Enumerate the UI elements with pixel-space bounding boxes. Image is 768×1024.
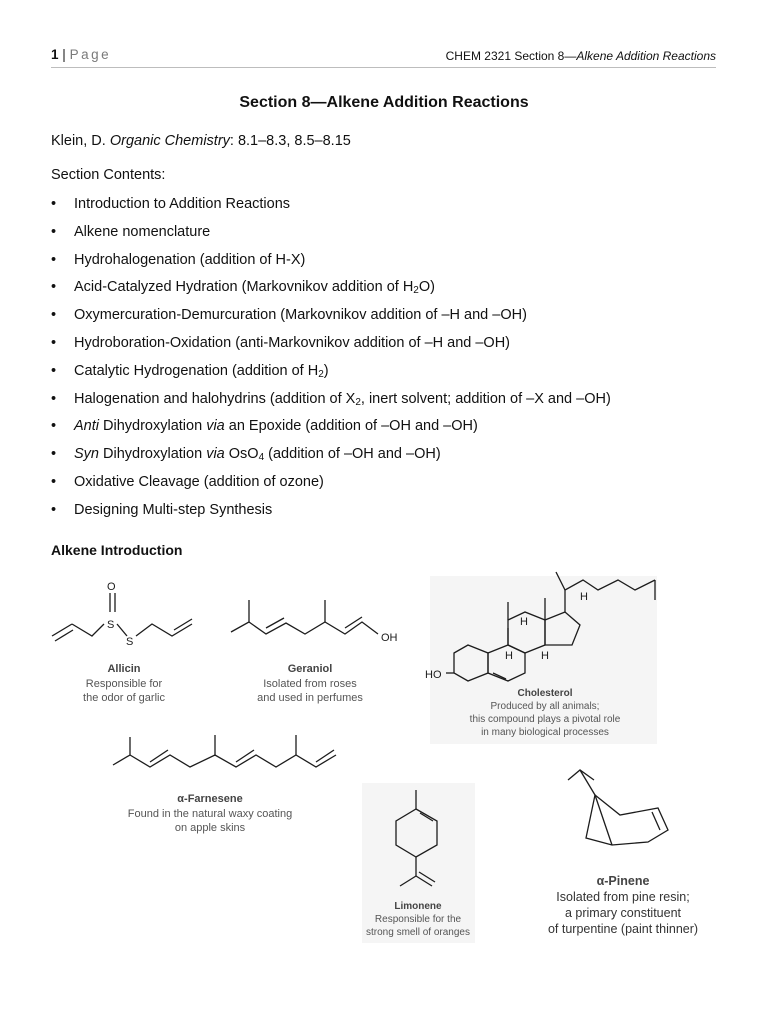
contents-item-text: via <box>206 446 225 463</box>
contents-item-text: Designing Multi-step Synthesis <box>74 501 273 518</box>
course-topic: Alkene Addition Reactions <box>576 49 716 63</box>
page-number: 1 <box>51 47 59 62</box>
limonene-caption <box>357 900 479 939</box>
geraniol-caption <box>240 662 380 706</box>
reference-book: Organic Chemistry <box>109 133 230 149</box>
pinene-structure <box>568 770 668 845</box>
allicin-structure <box>52 581 192 648</box>
cholesterol-hydrogen-2: H <box>520 616 528 628</box>
contents-item-text: Catalytic Hydrogenation (addition of H <box>74 362 319 379</box>
farnesene-structure <box>113 735 336 767</box>
contents-item-text: Hydrohalogenation (addition of H-X) <box>74 251 306 268</box>
cholesterol-hydroxyl-label: HO <box>425 669 442 681</box>
contents-item-text: Dihydroxylation <box>99 446 207 463</box>
cholesterol-hydrogen-3: H <box>505 650 513 662</box>
allicin-sulfur-atom-2: S <box>126 636 134 648</box>
pinene-desc-line-1: Isolated from pine resin; <box>556 890 690 904</box>
allicin-desc-line-2: the odor of garlic <box>83 692 165 704</box>
contents-item-text: 4 <box>258 452 265 464</box>
cholesterol-caption <box>455 687 635 739</box>
contents-heading: Section Contents: <box>51 167 166 183</box>
cholesterol-desc-line-1: Produced by all animals; <box>490 701 600 712</box>
allicin-caption <box>64 662 184 706</box>
limonene-structure <box>396 790 437 886</box>
contents-item-text: ) <box>323 362 329 379</box>
geraniol-name: Geraniol <box>287 663 333 675</box>
contents-item-text: Syn <box>74 446 99 463</box>
contents-item-text: Anti <box>74 418 99 435</box>
contents-item-text: 2 <box>355 396 361 408</box>
contents-item-text: Acid-Catalyzed Hydration (Markovnikov addition of H <box>74 279 414 296</box>
geraniol-hydroxyl-label: OH <box>381 632 398 644</box>
geraniol-desc-line-2: and used in perfumes <box>257 692 363 704</box>
contents-item-text: (addition of –OH and –OH) <box>264 446 441 463</box>
cholesterol-hydrogen-4: H <box>541 650 549 662</box>
farnesene-desc-line-2: on apple skins <box>174 822 246 834</box>
allicin-sulfur-atom-1: S <box>107 619 115 631</box>
farnesene-desc-line-1: Found in the natural waxy coating <box>127 807 293 820</box>
farnesene-name: α-Farnesene <box>177 793 243 805</box>
geraniol-structure <box>231 600 398 644</box>
contents-item-text: OsO <box>224 446 259 463</box>
cholesterol-desc-line-2: this compound plays a pivotal role <box>469 714 621 725</box>
contents-item-text: O) <box>418 279 435 296</box>
limonene-desc-line-1: Responsible for the <box>374 914 462 925</box>
limonene-desc-line-2: strong smell of oranges <box>366 927 470 938</box>
alkene-intro-heading: Alkene Introduction <box>51 542 183 558</box>
pinene-caption <box>538 873 708 937</box>
allicin-name: Allicin <box>107 663 141 675</box>
page-separator: | <box>62 47 66 62</box>
reference-sections: : 8.1–8.3, 8.5–8.15 <box>229 133 351 149</box>
contents-item-text: an Epoxide (addition of –OH and –OH) <box>224 418 478 435</box>
pinene-desc-line-3: of turpentine (paint thinner) <box>547 922 699 936</box>
contents-item-text: 2 <box>318 368 324 380</box>
cholesterol-name: Cholesterol <box>517 688 573 699</box>
allicin-oxygen-atom: O <box>107 581 116 593</box>
reference-author: Klein, D. <box>51 133 106 149</box>
cholesterol-hydrogen-1: H <box>580 591 588 603</box>
contents-item-text: Introduction to Addition Reactions <box>74 196 291 212</box>
farnesene-caption <box>110 792 310 836</box>
course-code: CHEM 2321 Section 8— <box>445 49 577 63</box>
cholesterol-structure <box>425 572 655 681</box>
contents-item-text: Halogenation and halohydrins (addition of X <box>74 390 356 407</box>
contents-item-text: , inert solvent; addition of –X and –OH) <box>360 390 611 407</box>
contents-item-text: Oxidative Cleavage (addition of ozone) <box>74 473 324 490</box>
contents-item-text: Hydroboration-Oxidation (anti-Markovnikov addition of –H and –OH) <box>74 334 511 351</box>
contents-item-text: Alkene nomenclature <box>74 223 211 240</box>
page-word: Page <box>69 47 112 62</box>
geraniol-desc-line-1: Isolated from roses <box>263 677 357 690</box>
limonene-name: Limonene <box>394 901 442 912</box>
cholesterol-desc-line-3: in many biological processes <box>481 727 609 738</box>
pinene-desc-line-2: a primary constituent <box>564 906 682 920</box>
contents-item-text: Dihydroxylation <box>99 418 207 435</box>
contents-item-text: 2 <box>413 285 419 297</box>
pinene-name: α-Pinene <box>596 874 650 888</box>
contents-item-text: via <box>206 418 225 435</box>
section-title: Section 8—Alkene Addition Reactions <box>239 94 529 111</box>
allicin-desc-line-1: Responsible for <box>85 677 163 690</box>
contents-item-text: Oxymercuration-Demurcuration (Markovnikov addition of –H and –OH) <box>74 307 527 324</box>
